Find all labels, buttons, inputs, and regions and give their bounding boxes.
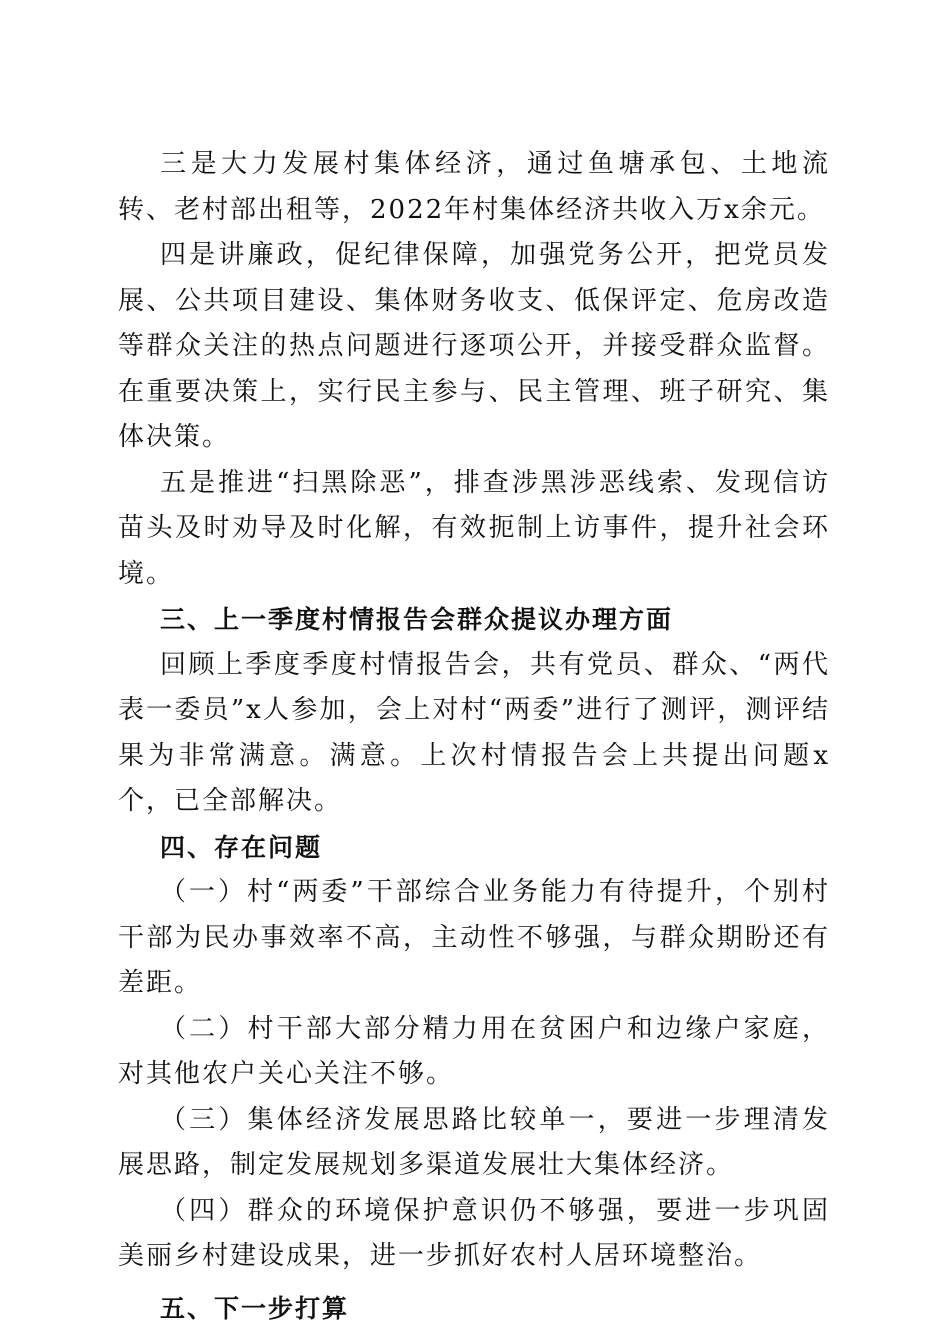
paragraph-item-three-collective-economy: 三是大力发展村集体经济，通过鱼塘承包、土地流转、老村部出租等，2022年村集体经济共收入万x余元。 <box>118 149 830 225</box>
paragraph-problem-1: （一）村“两委”干部综合业务能力有待提升，个别村干部为民办事效率不高，主动性不够强，与群众期盼还有差距。 <box>118 877 830 998</box>
paragraph-item-four-integrity: 四是讲廉政，促纪律保障，加强党务公开，把党员发展、公共项目建设、集体财务收支、低保评定、危房改造等群众关注的热点问题进行逐项公开，并接受群众监督。在重要决策上，实行民主参与、民主管理、班子研究、集体决策。 <box>118 240 830 452</box>
section-heading-4: 四、存在问题 <box>160 832 323 862</box>
paragraph-problem-2: （二）村干部大部分精力用在贫困户和边缘户家庭，对其他农户关心关注不够。 <box>118 1013 830 1089</box>
section-heading-5: 五、下一步打算 <box>160 1293 350 1323</box>
paragraph-problem-4: （四）群众的环境保护意识仍不够强，要进一步巩固美丽乡村建设成果，进一步抓好农村人居环境整治。 <box>118 1195 830 1271</box>
paragraph-last-quarter-review: 回顾上季度季度村情报告会，共有党员、群众、“两代表一委员”x人参加，会上对村“两委”进行了测评，测评结果为非常满意。满意。上次村情报告会上共提出问题x个，已全部解决。 <box>118 649 830 816</box>
paragraph-problem-3: （三）集体经济发展思路比较单一，要进一步理清发展思路，制定发展规划多渠道发展壮大集体经济。 <box>118 1104 830 1180</box>
section-heading-3: 三、上一季度村情报告会群众提议办理方面 <box>160 605 674 634</box>
paragraph-item-five-anti-crime: 五是推进“扫黑除恶”，排查涉黑涉恶线索、发现信访苗头及时劝导及时化解，有效扼制上访事件，提升社会环境。 <box>118 467 830 589</box>
document-body <box>118 142 830 1331</box>
